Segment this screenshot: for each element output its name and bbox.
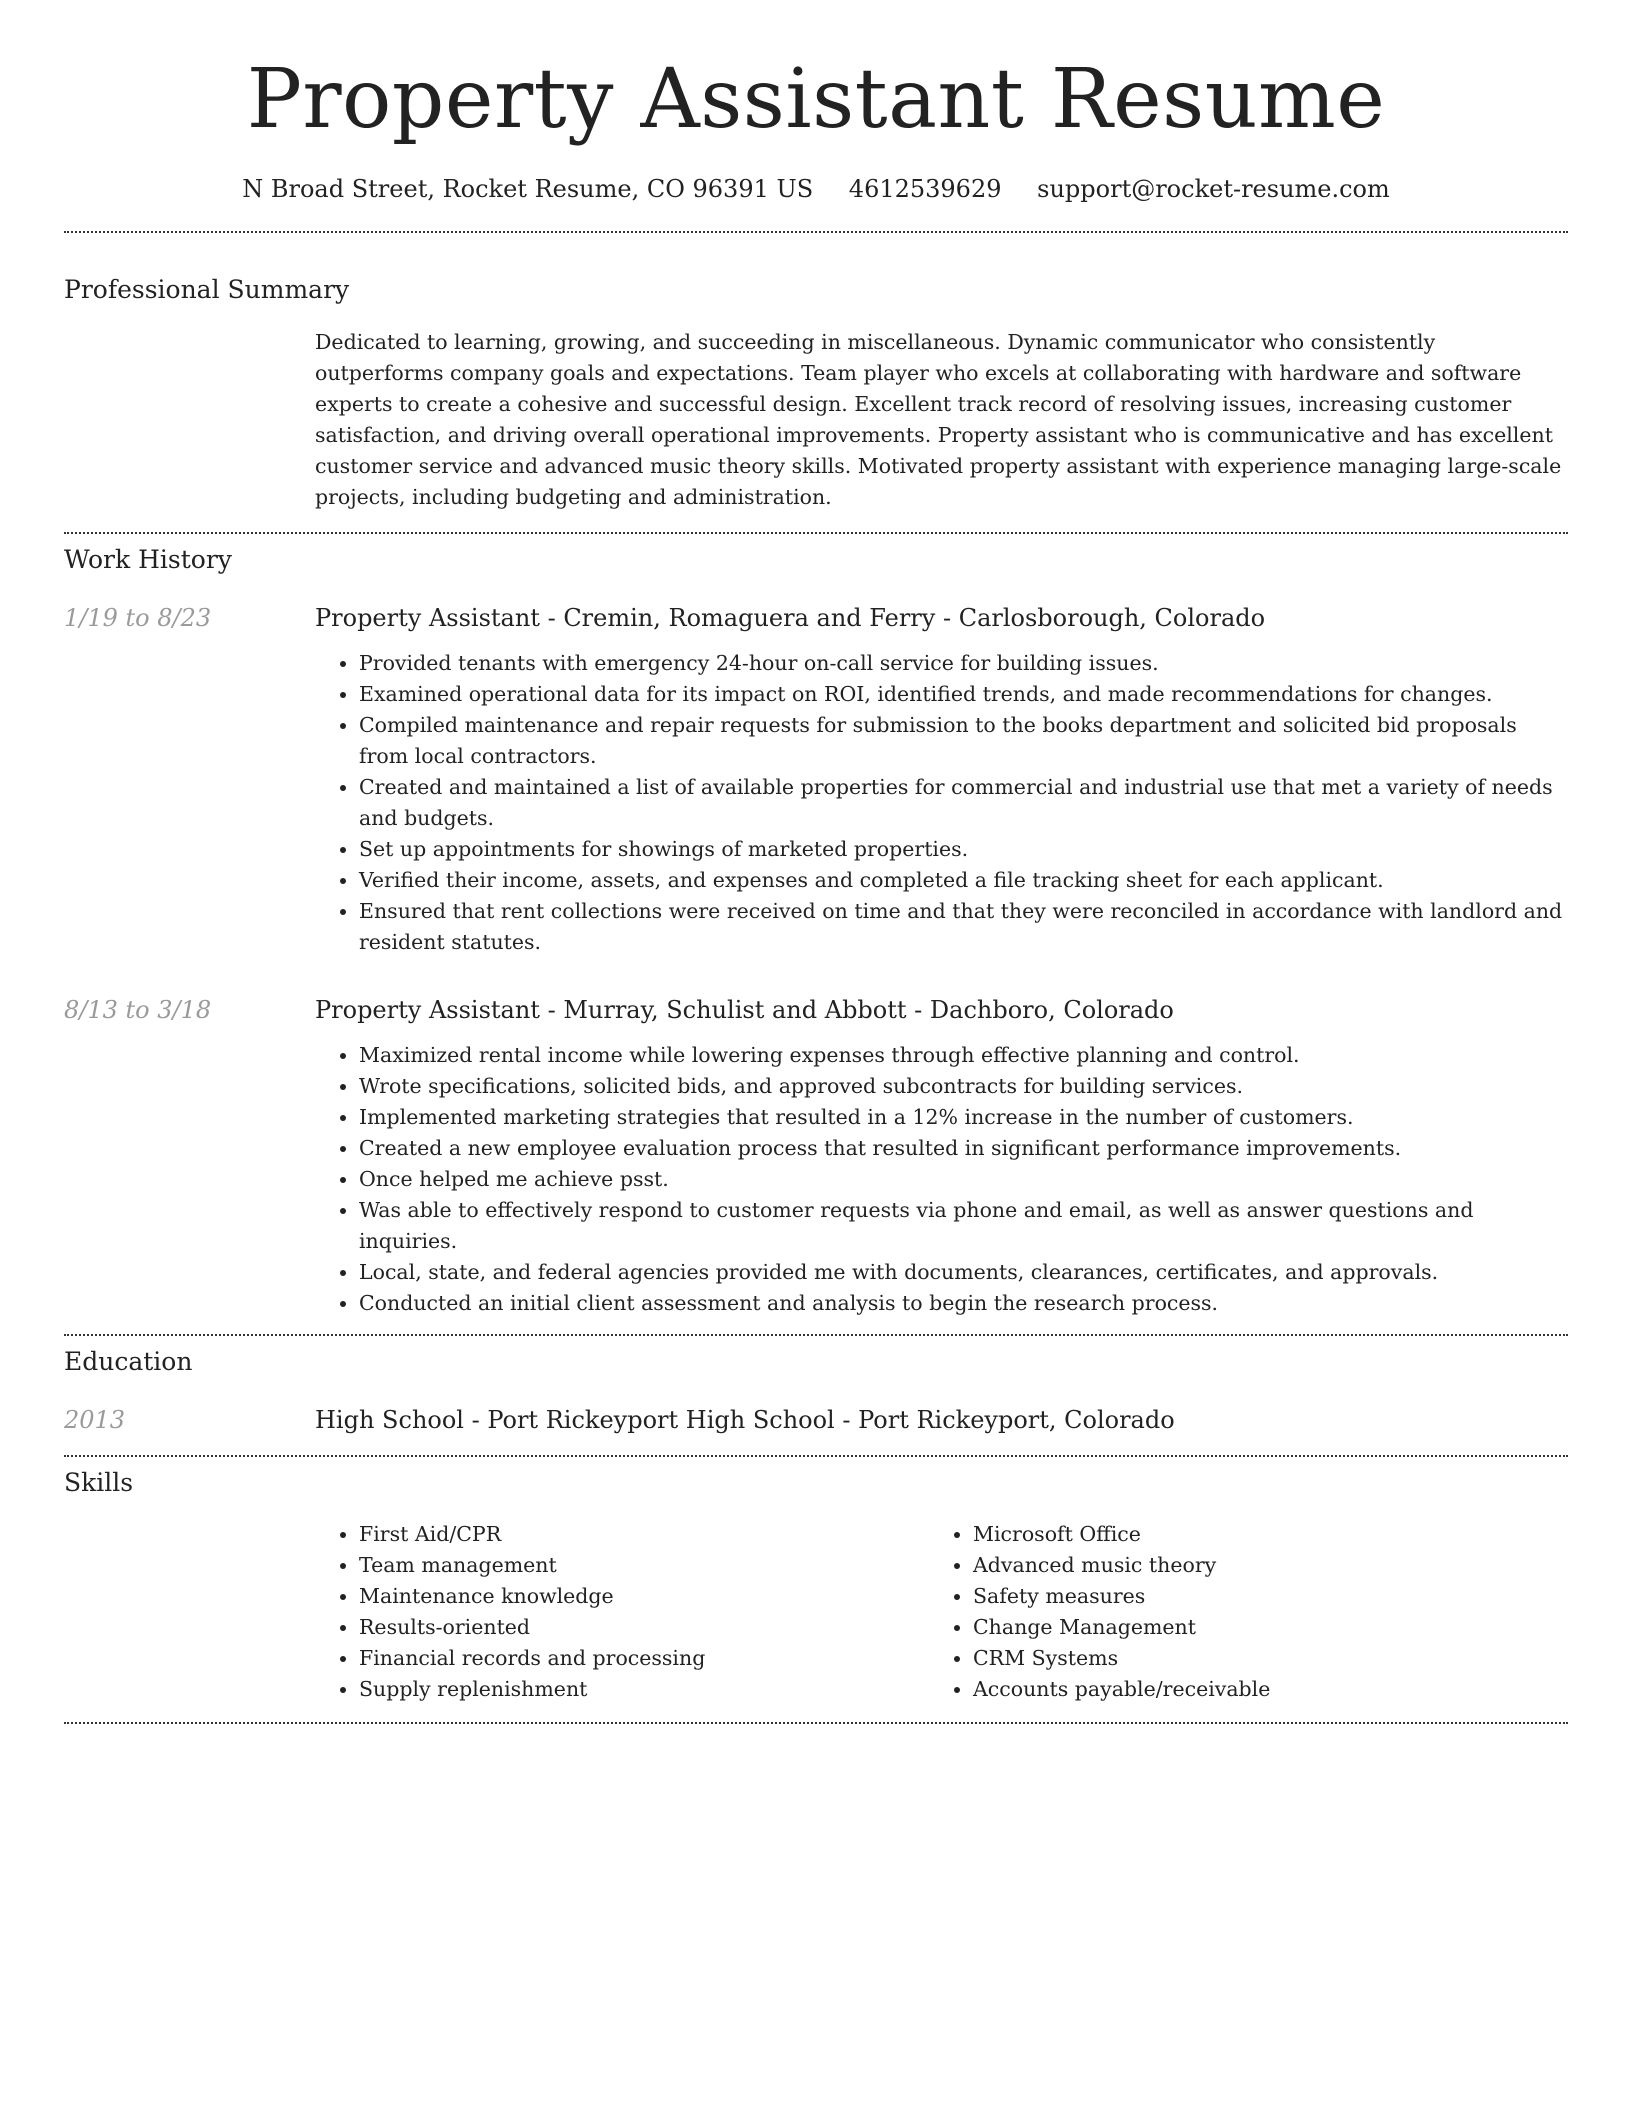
job-bullet: • Once helped me achieve psst. — [359, 1164, 1568, 1195]
job-bullet: • Verified their income, assets, and expenses and completed a file tracking sheet for each applicant. — [359, 865, 1568, 896]
job-heading: Property Assistant - Murray, Schulist and Abbott - Dachboro, Colorado — [315, 996, 1174, 1024]
skill-item: • Microsoft Office — [973, 1519, 1543, 1550]
summary-text: Dedicated to learning, growing, and succeeding in miscellaneous. Dynamic communicator who consistently outperforms company goals and expectations. Team player who excels at collaborating with hardware and software experts to create a cohesive and successful design. Excellent track record of resolving issues, increasing customer satisfaction, and driving overall operational improvements. Property assistant who is communicative and has excellent customer service and advanced music theory skills. Motivated property assistant with experience managing large-scale projects, including budgeting and administration. — [315, 330, 1562, 509]
contact-email: support@rocket-resume.com — [1037, 175, 1390, 203]
skill-item: • Safety measures — [973, 1581, 1543, 1612]
job-entry — [64, 601, 1568, 958]
job-bullet: • Provided tenants with emergency 24-hour on-call service for building issues. — [359, 648, 1568, 679]
job-bullet: • Maximized rental income while lowering expenses through effective planning and control. — [359, 1040, 1568, 1071]
skill-item: • Supply replenishment — [359, 1674, 929, 1705]
job-bullet: • Wrote specifications, solicited bids, and approved subcontracts for building services. — [359, 1071, 1568, 1102]
divider-summary — [64, 532, 1568, 534]
divider-work — [64, 1334, 1568, 1336]
job-bullet-list — [315, 1040, 1568, 1319]
skills-list-right — [929, 1519, 1543, 1705]
job-heading: Property Assistant - Cremin, Romaguera and Ferry - Carlosborough, Colorado — [315, 604, 1266, 632]
job-bullet: • Ensured that rent collections were received on time and that they were reconciled in accordance with landlord and resident statutes. — [359, 896, 1568, 958]
skill-item: • Change Management — [973, 1612, 1543, 1643]
skills-row — [64, 1519, 1568, 1705]
job-bullet: • Created and maintained a list of available properties for commercial and industrial use that met a variety of needs and budgets. — [359, 772, 1568, 834]
contact-phone: 4612539629 — [848, 175, 1002, 203]
job-details — [315, 601, 1568, 958]
skill-item: • CRM Systems — [973, 1643, 1543, 1674]
skills-section-title: Skills — [64, 1468, 134, 1497]
job-bullet: • Set up appointments for showings of marketed properties. — [359, 834, 1568, 865]
job-bullet: • Implemented marketing strategies that resulted in a 12% increase in the number of customers. — [359, 1102, 1568, 1133]
job-bullet: • Conducted an initial client assessment and analysis to begin the research process. — [359, 1288, 1568, 1319]
job-dates: 8/13 to 3/18 — [64, 996, 212, 1024]
resume-page — [64, 0, 1568, 1724]
job-bullet: • Local, state, and federal agencies provided me with documents, clearances, certificates, and approvals. — [359, 1257, 1568, 1288]
skill-item: • Maintenance knowledge — [359, 1581, 929, 1612]
resume-title: Property Assistant Resume — [246, 52, 1386, 147]
divider-education — [64, 1455, 1568, 1457]
education-section-title: Education — [64, 1347, 193, 1376]
skills-list-left — [315, 1519, 929, 1705]
job-bullet: • Compiled maintenance and repair requests for submission to the books department and solicited bid proposals from local contractors. — [359, 710, 1568, 772]
work-section-title: Work History — [64, 545, 232, 574]
divider-skills — [64, 1722, 1568, 1724]
skills-columns — [315, 1519, 1568, 1705]
job-bullet-list — [315, 648, 1568, 958]
education-entry — [64, 1403, 1568, 1437]
job-details — [315, 993, 1568, 1319]
education-heading: High School - Port Rickeyport High School - Port Rickeyport, Colorado — [315, 1406, 1175, 1434]
skill-item: • Accounts payable/receivable — [973, 1674, 1543, 1705]
job-entry — [64, 993, 1568, 1319]
job-bullet: • Examined operational data for its impact on ROI, identified trends, and made recommendations for changes. — [359, 679, 1568, 710]
skill-item: • Financial records and processing — [359, 1643, 929, 1674]
divider-header — [64, 231, 1568, 233]
job-dates: 1/19 to 8/23 — [64, 604, 212, 632]
job-bullet: • Was able to effectively respond to customer requests via phone and email, as well as answer questions and inquiries. — [359, 1195, 1568, 1257]
summary-section-title: Professional Summary — [64, 275, 350, 304]
job-bullet: • Created a new employee evaluation process that resulted in significant performance improvements. — [359, 1133, 1568, 1164]
skill-item: • Results-oriented — [359, 1612, 929, 1643]
summary-row — [64, 327, 1568, 513]
skill-item: • Advanced music theory — [973, 1550, 1543, 1581]
education-year: 2013 — [64, 1406, 126, 1434]
skill-item: • First Aid/CPR — [359, 1519, 929, 1550]
contact-line — [64, 172, 1568, 206]
skill-item: • Team management — [359, 1550, 929, 1581]
contact-address: N Broad Street, Rocket Resume, CO 96391 US — [242, 175, 814, 203]
